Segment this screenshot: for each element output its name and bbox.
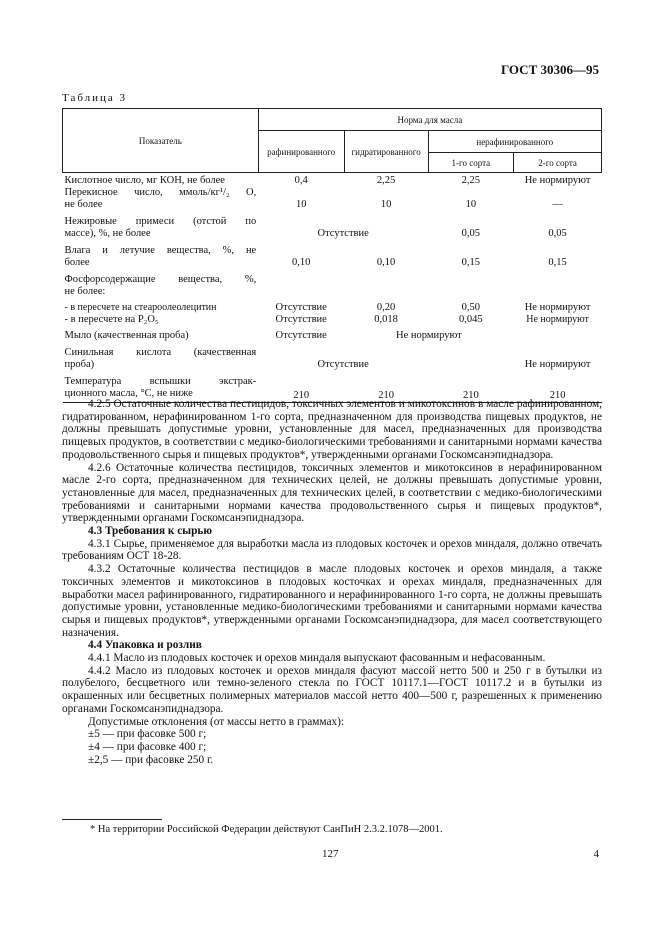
row-label: Перекисное число, ммоль/кг¹/₂ О, — [64, 187, 257, 198]
paragraph: ±2,5 — при фасовке 250 г. — [88, 753, 214, 766]
cell: 2,25 — [376, 175, 396, 186]
cell: 10 — [295, 199, 307, 210]
cell: — — [552, 199, 563, 210]
cell-merged: Отсутствие — [317, 228, 369, 239]
row-label: Нежировые примеси (отстой по — [64, 216, 257, 227]
col-header-unrefined: нерафинированного — [428, 131, 601, 153]
cell: 10 — [380, 199, 392, 210]
cell: 210 — [462, 390, 479, 401]
section-heading: 4.3 Требования к сырью — [88, 525, 212, 538]
cell: Не нормируют — [524, 359, 591, 370]
col-header-refined: рафинированного — [258, 131, 344, 173]
section-heading: 4.4 Упаковка и розлив — [88, 639, 202, 652]
row-label: - в пересчете на P₂O₅ — [64, 314, 159, 325]
row-label: Фосфорсодержащие вещества, %, — [64, 274, 257, 285]
table-row — [63, 371, 602, 388]
row-label: массе), %, не более — [64, 228, 151, 239]
cell: 210 — [378, 390, 394, 401]
row-label: более — [64, 257, 90, 268]
row-label: Кислотное число, мг КОН, не более — [64, 175, 225, 186]
cell: 0,4 — [294, 175, 308, 186]
cell: 0,10 — [376, 257, 396, 268]
cell: Не нормируют — [524, 302, 591, 313]
row-label: не более: — [64, 286, 106, 297]
paragraph: 4.2.6 Остаточные количества пестицидов, токсичных элементов и микотоксинов в нерафинированном масле 2-го сорта, предназначенном для технических целей, не должны превышать допустимые уровни, установленные для масел, предназначенных для технических целей, в соответствии с медико-биологическими требованиями и санитарными нормами качества продовольственного сырья и пищевых продуктов*, утвержденными органами Госкомсанэпиднадзора. — [62, 461, 602, 525]
row-label: проба) — [64, 359, 95, 370]
paragraph: ±4 — при фасовке 400 г; — [88, 740, 207, 753]
cell: 0,045 — [459, 314, 483, 325]
cell: 210 — [293, 390, 310, 401]
row-label: Влага и летучие вещества, %, не — [64, 245, 257, 256]
table-row — [63, 228, 602, 240]
row-label: Мыло (качественная проба) — [64, 330, 189, 341]
page-number: 127 — [322, 848, 339, 860]
cell: 0,50 — [461, 302, 481, 313]
col-header-norm: Норма для масла — [258, 109, 601, 131]
table-caption: Таблица 3 — [62, 92, 128, 104]
table-row — [63, 211, 602, 228]
footnote: * На территории Российской Федерации действуют СанПиН 2.3.2.1078—2001. — [90, 824, 443, 835]
row-label: - в пересчете на стеароолеолецитин — [64, 302, 217, 313]
col-header-indicator: Показатель — [63, 109, 259, 173]
paragraph: ±5 — при фасовке 500 г; — [88, 728, 207, 741]
cell: 10 — [465, 199, 477, 210]
cell: 0,05 — [548, 228, 567, 239]
paragraph: 4.4.2 Масло из плодовых косточек и орехов миндаля фасуют массой нетто 500 и 250 г в бутылки из полубелого, бесцветного или темно-зеленого стекла по ГОСТ 10117.1—ГОСТ 10117.2 и в бутылки из окрашенных или бесцветных полимерных материалов массой нетто 400—500 г, разрешенных к применению органами Госкомсанэпиднадзора. — [62, 664, 602, 715]
norms-table — [62, 108, 602, 403]
cell-merged: Отсутствие — [317, 359, 369, 370]
table-row — [63, 359, 602, 371]
cell: 2,25 — [461, 175, 481, 186]
cell: Не нормируют — [526, 314, 589, 325]
body-text — [62, 398, 602, 766]
cell: Отсутствие — [275, 330, 327, 341]
paragraph: 4.3.2 Остаточные количества пестицидов в масле плодовых косточек и орехов миндаля, а также токсичных элементов и микотоксинов в плодовых косточках и орехах миндаля, предназначенных для выработки масел рафинированного, гидратированного и нерафинированного 1-го сорта, не должны превышать допустимые уровни, установленные медико-биологическими требованиями и санитарными нормами качества сырья и пищевых продуктов*, утвержденными органами Госкомсанэпиднадзора, для масел соответствующего назначения. — [62, 563, 602, 639]
paragraph: 4.2.5 Остаточные количества пестицидов, токсичных элементов и микотоксинов в масле рафинированном, гидратированном, нерафинированном 1-го сорта, предназначенном для производства пищевых продуктов, не должны превышать допустимые уровни, установленные для масел, предназначенных для производства пищевых продуктов, в соответствии с медико-биологическими требованиями и санитарными нормами качества продовольственного сырья и пищевых продуктов*, утвержденными органами Госкомсанэпиднадзора. — [62, 398, 602, 461]
cell: 0,15 — [548, 257, 567, 268]
row-label: Синильная кислота (качественная — [64, 347, 257, 358]
cell: 0,05 — [461, 228, 481, 239]
page-number-right: 4 — [593, 848, 599, 860]
footnote-divider — [62, 819, 162, 820]
cell: 0,15 — [461, 257, 481, 268]
cell: Отсутствие — [275, 314, 327, 325]
cell: 0,10 — [292, 257, 311, 268]
table-row — [63, 257, 602, 269]
row-label: ционного масла, °С, не ниже — [64, 388, 193, 399]
row-label: не более — [64, 199, 103, 210]
cell: 0,20 — [376, 302, 396, 313]
table-row — [63, 173, 602, 188]
table-row — [63, 314, 602, 326]
col-header-grade2: 2-го сорта — [514, 153, 602, 173]
row-label: Температура вспышки экстрак- — [64, 376, 257, 387]
cell-merged: Не нормируют — [396, 330, 462, 341]
paragraph: 4.3.1 Сырье, применяемое для выработки масла из плодовых косточек и орехов миндаля, должно отвечать требованиям ОСТ 18-28. — [62, 537, 602, 563]
col-header-hydrated: гидратированного — [344, 131, 428, 173]
cell: Отсутствие — [275, 302, 327, 313]
cell: Не нормируют — [524, 175, 591, 186]
table-row — [63, 240, 602, 257]
table-row — [63, 269, 602, 286]
document-header: ГОСТ 30306—95 — [500, 62, 599, 77]
table-row — [63, 342, 602, 359]
table-row — [63, 199, 602, 211]
paragraph: Допустимые отклонения (от массы нетто в граммах): — [88, 715, 345, 728]
table-row — [63, 187, 602, 199]
table-row — [63, 326, 602, 342]
table-row — [63, 298, 602, 314]
table-row — [63, 286, 602, 298]
cell: 210 — [549, 390, 566, 401]
col-header-grade1: 1-го сорта — [428, 153, 514, 173]
cell: 0,018 — [374, 314, 398, 325]
paragraph: 4.4.1 Масло из плодовых косточек и орехов миндаля выпускают фасованным и нефасованным. — [88, 652, 546, 665]
